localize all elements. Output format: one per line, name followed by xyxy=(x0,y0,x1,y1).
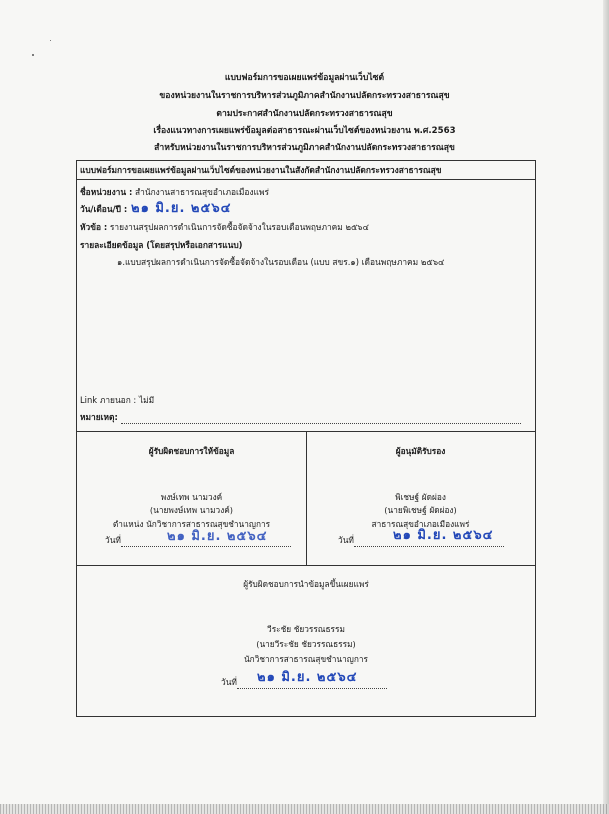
provider-date-stamp: ๒๑ มิ.ย. ๒๕๖๔ xyxy=(167,529,268,544)
form-title: แบบฟอร์มการขอเผยแพร่ข้อมูลผ่านเว็บไซต์ของหน่วยงานในสังกัดสำนักงานปลัดกระทรวงสาธารณสุข xyxy=(77,161,535,180)
link-label: Link ภายนอก : xyxy=(80,395,137,405)
agency-value: สำนักงานสาธารณสุขอำเภอเมืองแพร่ xyxy=(135,187,269,197)
header-line-3: ตามประกาศสำนักงานปลัดกระทรวงสาธารณสุข xyxy=(216,109,393,119)
scan-edge-noise xyxy=(0,804,609,814)
topic-row xyxy=(80,220,369,234)
request-form xyxy=(76,160,536,717)
provider-position: ตำแหน่ง นักวิชาการสาธารณสุขชำนาญการ xyxy=(112,519,271,529)
date-row xyxy=(80,202,127,216)
header-line-2: ของหน่วยงานในราชการบริหารส่วนภูมิภาคสำนักงานปลัดกระทรวงสาธารณสุข xyxy=(159,91,450,101)
link-row xyxy=(80,393,154,407)
approver-date-stamp: ๒๑ มิ.ย. ๒๕๖๔ xyxy=(393,528,494,543)
header-line-4: เรื่องแนวทางการเผยแพร่ข้อมูลต่อสาธารณะผ่านเว็บไซต์ของหน่วยงาน พ.ศ.2563 xyxy=(153,126,456,136)
scan-speck xyxy=(50,40,51,41)
remark-dotted-line xyxy=(121,414,521,424)
date-label: วัน/เดือน/ปี : xyxy=(80,204,128,214)
provider-date-row: วันที่ xyxy=(105,533,291,547)
divider xyxy=(77,565,535,566)
scan-speck xyxy=(32,54,34,56)
publisher-date-stamp: ๒๑ มิ.ย. ๒๕๖๔ xyxy=(257,670,358,685)
provider-heading: ผู้รับผิดชอบการให้ข้อมูล xyxy=(148,446,235,456)
approver-heading: ผู้อนุมัติรับรอง xyxy=(395,446,446,456)
publisher-position: นักวิชาการสาธารณสุขชำนาญการ xyxy=(244,654,368,664)
publisher-date-row: วันที่ xyxy=(221,675,387,689)
date-stamp: ๒๑ มิ.ย. ๒๕๖๔ xyxy=(131,201,232,216)
approver-position: สาธารณสุขอำเภอเมืองแพร่ xyxy=(371,519,470,529)
provider-full-name: (นายพงษ์เทพ นามวงค์) xyxy=(149,505,234,515)
publisher-full-name: (นายวีระชัย ชัยวรรณธรรม) xyxy=(256,639,356,649)
header-line-1: แบบฟอร์มการขอเผยแพร่ข้อมูลผ่านเว็บไซต์ xyxy=(224,73,385,83)
approver-full-name: (นายพิเชษฐ์ ผัดผ่อง) xyxy=(384,505,457,515)
agency-label: ชื่อหน่วยงาน : xyxy=(80,187,133,197)
detail-item: ๑.แบบสรุปผลการดำเนินการจัดซื้อจัดจ้างในรอบเดือน (แบบ สขร.๑) เดือนพฤษภาคม ๒๕๖๔ xyxy=(117,257,445,267)
approver-name: พิเชษฐ์ ผัดผ่อง xyxy=(395,492,446,502)
publisher-heading: ผู้รับผิดชอบการนำข้อมูลขึ้นเผยแพร่ xyxy=(243,579,369,589)
topic-value: รายงานสรุปผลการดำเนินการจัดซื้อจัดจ้างในรอบเดือนพฤษภาคม ๒๕๖๔ xyxy=(109,222,369,232)
detail-label: รายละเอียดข้อมูล (โดยสรุปหรือเอกสารแนบ) xyxy=(80,240,243,250)
link-value: ไม่มี xyxy=(138,395,155,405)
remark-label: หมายเหตุ: xyxy=(80,412,118,422)
approver-date-row: วันที่ xyxy=(338,533,504,547)
header-line-5: สำหรับหน่วยงานในราชการบริหารส่วนภูมิภาคสำนักงานปลัดกระทรวงสาธารณสุข xyxy=(154,143,455,153)
topic-label: หัวข้อ : xyxy=(80,222,108,232)
publisher-name: วีระชัย ชัยวรรณธรรม xyxy=(267,624,345,634)
provider-name: พงษ์เทพ นามวงค์ xyxy=(160,492,223,502)
remark-row xyxy=(80,410,521,424)
